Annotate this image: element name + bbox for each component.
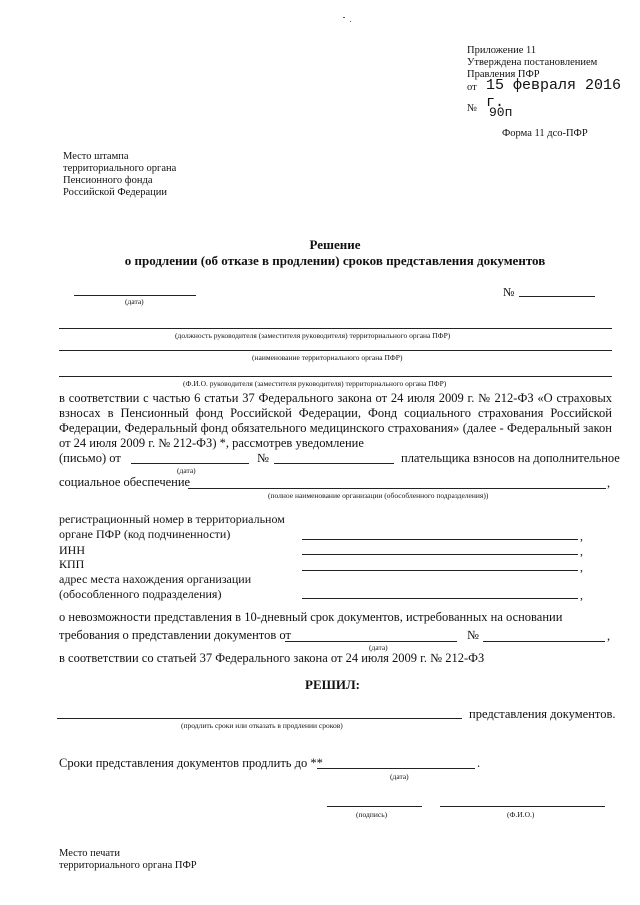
stamp-place-line-3: Пенсионного фонда <box>63 175 153 186</box>
approval-number-prefix: № <box>467 103 478 114</box>
org-name-line <box>59 350 612 351</box>
inn-line <box>302 554 578 555</box>
reg-number-line <box>302 539 578 540</box>
kpp-line <box>302 570 578 571</box>
approval-date: 15 февраля 2016 г. <box>486 77 622 111</box>
kpp-label: КПП <box>59 557 85 571</box>
org-full-name-line <box>188 488 606 489</box>
kpp-comma: , <box>580 560 583 574</box>
requirement-date-line <box>285 641 457 642</box>
address-line <box>302 598 578 599</box>
fio-caption: (Ф.И.О. руководителя (заместителя руководителя) территориального органа ПФР) <box>183 379 447 388</box>
number-field-line <box>519 296 595 297</box>
document-subtitle: о продлении (об отказе в продлении) сроков представления документов <box>124 253 546 268</box>
stamp-place-line-2: территориального органа <box>63 163 177 174</box>
payer-text: плательщика взносов на дополнительное <box>401 451 620 465</box>
decision-caption: (продлить сроки или отказать в продлении сроков) <box>181 721 343 730</box>
org-full-name-comma: , <box>607 476 611 490</box>
address-label-1: адрес места нахождения организации <box>59 572 252 586</box>
signature-line <box>327 806 422 807</box>
requirement-number-label: № <box>467 628 479 642</box>
requirement-comma: , <box>607 629 611 643</box>
legal-basis-paragraph: в соответствии с частью 6 статьи 37 Федерального закона от 24 июля 2009 г. № 212-ФЗ «О страховых взносах в Пенсионный фонд Российской Федерации, Фонд социального страхования Российской Федерации, Федеральный фонд обязательного медицинского страхования» (далее - Федеральный закон от 24 июля 2009 г. № 212-ФЗ) *, рассмотрев уведомление <box>59 391 612 450</box>
stamp-place-line-4: Российской Федерации <box>63 187 167 198</box>
approval-approved-by: Утверждена постановлением <box>467 57 598 68</box>
document-title: Решение <box>309 237 361 252</box>
org-full-name-caption: (полное наименование организации (обособленного подразделения)) <box>268 491 489 500</box>
reg-number-comma: , <box>580 529 583 543</box>
inn-comma: , <box>580 544 583 558</box>
extend-period: . <box>477 756 481 770</box>
position-line <box>59 328 612 329</box>
position-caption: (должность руководителя (заместителя руководителя) территориального органа ПФР) <box>175 331 451 340</box>
decision-suffix: представления документов. <box>469 707 616 721</box>
extend-label: Сроки представления документов продлить до ** <box>59 756 323 770</box>
reg-number-label-2: органе ПФР (код подчиненности) <box>59 527 231 541</box>
letter-prefix: (письмо) от <box>59 451 121 465</box>
approval-date-prefix: от <box>467 82 477 93</box>
letter-date-line <box>131 463 249 464</box>
address-comma: , <box>580 588 583 602</box>
requirement-number-line <box>483 641 605 642</box>
impossibility-line-3: в соответствии со статьей 37 Федерального закона от 24 июля 2009 г. № 212-ФЗ <box>59 651 485 665</box>
date-field-line <box>74 295 196 296</box>
extend-date-caption: (дата) <box>390 772 409 781</box>
signature-caption: (подпись) <box>356 810 388 819</box>
seal-place-line-2: территориального органа ПФР <box>59 860 197 871</box>
requirement-date-caption: (дата) <box>369 643 388 652</box>
letter-number-line <box>274 463 394 464</box>
approval-board: Правления ПФР <box>467 69 540 80</box>
impossibility-line-2: требования о представлении документов от <box>59 628 291 642</box>
decision-line <box>57 718 462 719</box>
impossibility-line-1: о невозможности представления в 10-дневный срок документов, истребованных на основании <box>59 610 563 624</box>
number-label: № <box>503 285 515 299</box>
letter-date-caption: (дата) <box>177 466 196 475</box>
stamp-place-line-1: Место штампа <box>63 151 129 162</box>
inn-label: ИНН <box>59 543 85 557</box>
org-name-caption: (наименование территориального органа ПФР) <box>252 353 403 362</box>
address-label-2: (обособленного подразделения) <box>59 587 222 601</box>
extend-date-line <box>317 768 475 769</box>
fio-line <box>59 376 612 377</box>
scan-speck <box>350 21 351 22</box>
form-code: Форма 11 дсо-ПФР <box>502 128 588 139</box>
scan-speck <box>343 17 345 18</box>
letter-number-label: № <box>257 451 269 465</box>
seal-place-line-1: Место печати <box>59 848 121 859</box>
decision-heading: РЕШИЛ: <box>305 677 361 692</box>
approval-number: 90п <box>489 105 513 120</box>
official-fio-caption: (Ф.И.О.) <box>507 810 535 819</box>
date-caption: (дата) <box>125 297 144 306</box>
reg-number-label-1: регистрационный номер в территориальном <box>59 512 285 526</box>
official-fio-line <box>440 806 605 807</box>
approval-appendix: Приложение 11 <box>467 45 537 56</box>
social-label: социальное обеспечение <box>59 475 191 489</box>
